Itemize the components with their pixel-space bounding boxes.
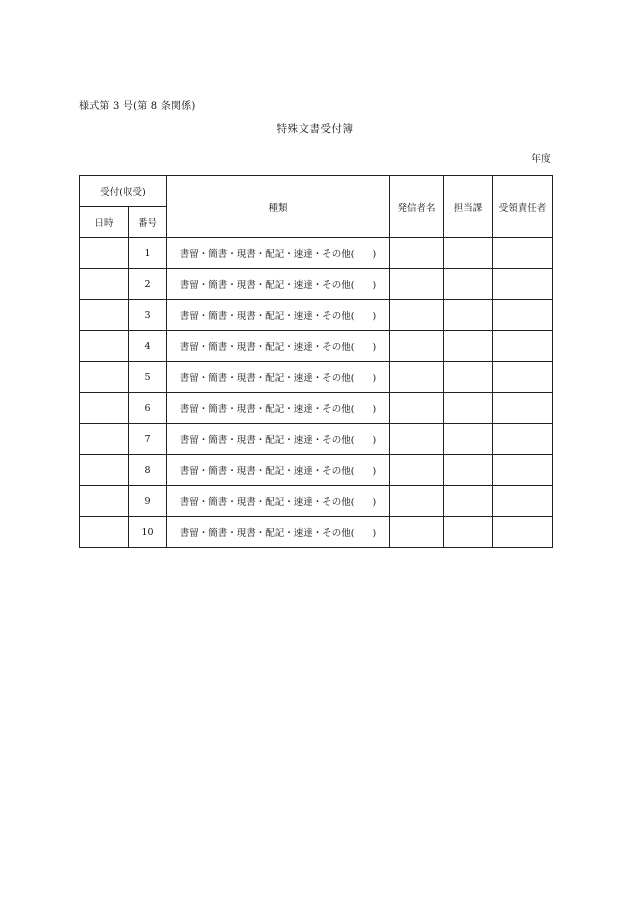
number-cell: 1	[129, 238, 167, 269]
receiver-cell[interactable]	[493, 362, 553, 393]
sender-name-cell[interactable]	[390, 455, 444, 486]
close-paren: )	[372, 373, 377, 384]
number-cell: 3	[129, 300, 167, 331]
date-cell[interactable]	[80, 424, 129, 455]
reception-header: 受付(収受)	[80, 176, 167, 207]
table-row	[80, 300, 553, 331]
date-cell[interactable]	[80, 517, 129, 548]
table-row	[80, 517, 553, 548]
type-cell[interactable]	[167, 238, 390, 269]
table-row	[80, 393, 553, 424]
close-paren: )	[372, 528, 377, 539]
table-row	[80, 331, 553, 362]
document-title: 特殊文書受付簿	[276, 123, 354, 135]
type-options: 書留・簡書・現書・配記・速達・その他(	[179, 497, 355, 508]
register-table	[79, 175, 553, 548]
receiver-cell[interactable]	[493, 238, 553, 269]
department-cell[interactable]	[444, 331, 493, 362]
sender-name-cell[interactable]	[390, 238, 444, 269]
number-cell: 7	[129, 424, 167, 455]
type-header: 種類	[167, 176, 390, 238]
type-options: 書留・簡書・現書・配記・速達・その他(	[179, 249, 355, 260]
close-paren: )	[372, 435, 377, 446]
receiver-cell[interactable]	[493, 424, 553, 455]
register-body	[80, 238, 553, 548]
sender-name-cell[interactable]	[390, 269, 444, 300]
header-row	[80, 176, 553, 207]
type-cell[interactable]	[167, 424, 390, 455]
table-row	[80, 424, 553, 455]
department-header: 担当課	[444, 176, 493, 238]
receiver-cell[interactable]	[493, 300, 553, 331]
type-cell[interactable]	[167, 362, 390, 393]
type-options: 書留・簡書・現書・配記・速達・その他(	[179, 404, 355, 415]
receiver-cell[interactable]	[493, 486, 553, 517]
department-cell[interactable]	[444, 362, 493, 393]
date-cell[interactable]	[80, 393, 129, 424]
department-cell[interactable]	[444, 517, 493, 548]
sender-name-header: 発信者名	[390, 176, 444, 238]
number-cell: 2	[129, 269, 167, 300]
number-cell: 4	[129, 331, 167, 362]
number-cell: 5	[129, 362, 167, 393]
department-cell[interactable]	[444, 424, 493, 455]
receiver-cell[interactable]	[493, 269, 553, 300]
receiver-cell[interactable]	[493, 455, 553, 486]
type-cell[interactable]	[167, 331, 390, 362]
type-cell[interactable]	[167, 300, 390, 331]
type-options: 書留・簡書・現書・配記・速達・その他(	[179, 373, 355, 384]
sender-name-cell[interactable]	[390, 424, 444, 455]
date-cell[interactable]	[80, 455, 129, 486]
table-row	[80, 238, 553, 269]
department-cell[interactable]	[444, 238, 493, 269]
type-options: 書留・簡書・現書・配記・速達・その他(	[179, 435, 355, 446]
date-cell[interactable]	[80, 300, 129, 331]
date-cell[interactable]	[80, 238, 129, 269]
type-options: 書留・簡書・現書・配記・速達・その他(	[179, 528, 355, 539]
sender-name-cell[interactable]	[390, 486, 444, 517]
table-row	[80, 269, 553, 300]
department-cell[interactable]	[444, 269, 493, 300]
receiver-header: 受領責任者	[493, 176, 553, 238]
receiver-cell[interactable]	[493, 393, 553, 424]
close-paren: )	[372, 404, 377, 415]
sender-name-cell[interactable]	[390, 393, 444, 424]
sender-name-cell[interactable]	[390, 517, 444, 548]
type-options: 書留・簡書・現書・配記・速達・その他(	[179, 311, 355, 322]
type-cell[interactable]	[167, 455, 390, 486]
table-row	[80, 455, 553, 486]
date-cell[interactable]	[80, 486, 129, 517]
number-cell: 9	[129, 486, 167, 517]
type-cell[interactable]	[167, 486, 390, 517]
number-cell: 10	[129, 517, 167, 548]
receiver-cell[interactable]	[493, 517, 553, 548]
year-label: 年度	[531, 154, 551, 165]
number-header: 番号	[129, 207, 167, 238]
department-cell[interactable]	[444, 486, 493, 517]
close-paren: )	[372, 342, 377, 353]
sender-name-cell[interactable]	[390, 331, 444, 362]
department-cell[interactable]	[444, 300, 493, 331]
close-paren: )	[372, 497, 377, 508]
number-cell: 8	[129, 455, 167, 486]
department-cell[interactable]	[444, 455, 493, 486]
type-options: 書留・簡書・現書・配記・速達・その他(	[179, 280, 355, 291]
type-cell[interactable]	[167, 393, 390, 424]
type-cell[interactable]	[167, 269, 390, 300]
close-paren: )	[372, 311, 377, 322]
close-paren: )	[372, 280, 377, 291]
date-cell[interactable]	[80, 269, 129, 300]
close-paren: )	[372, 466, 377, 477]
close-paren: )	[372, 249, 377, 260]
date-cell[interactable]	[80, 331, 129, 362]
type-options: 書留・簡書・現書・配記・速達・その他(	[179, 466, 355, 477]
department-cell[interactable]	[444, 393, 493, 424]
type-options: 書留・簡書・現書・配記・速達・その他(	[179, 342, 355, 353]
sender-name-cell[interactable]	[390, 300, 444, 331]
sender-name-cell[interactable]	[390, 362, 444, 393]
type-cell[interactable]	[167, 517, 390, 548]
number-cell: 6	[129, 393, 167, 424]
form-number: 様式第 3 号(第 8 条関係)	[79, 101, 196, 112]
date-cell[interactable]	[80, 362, 129, 393]
table-row	[80, 486, 553, 517]
receiver-cell[interactable]	[493, 331, 553, 362]
date-header: 日時	[80, 207, 129, 238]
table-row	[80, 362, 553, 393]
